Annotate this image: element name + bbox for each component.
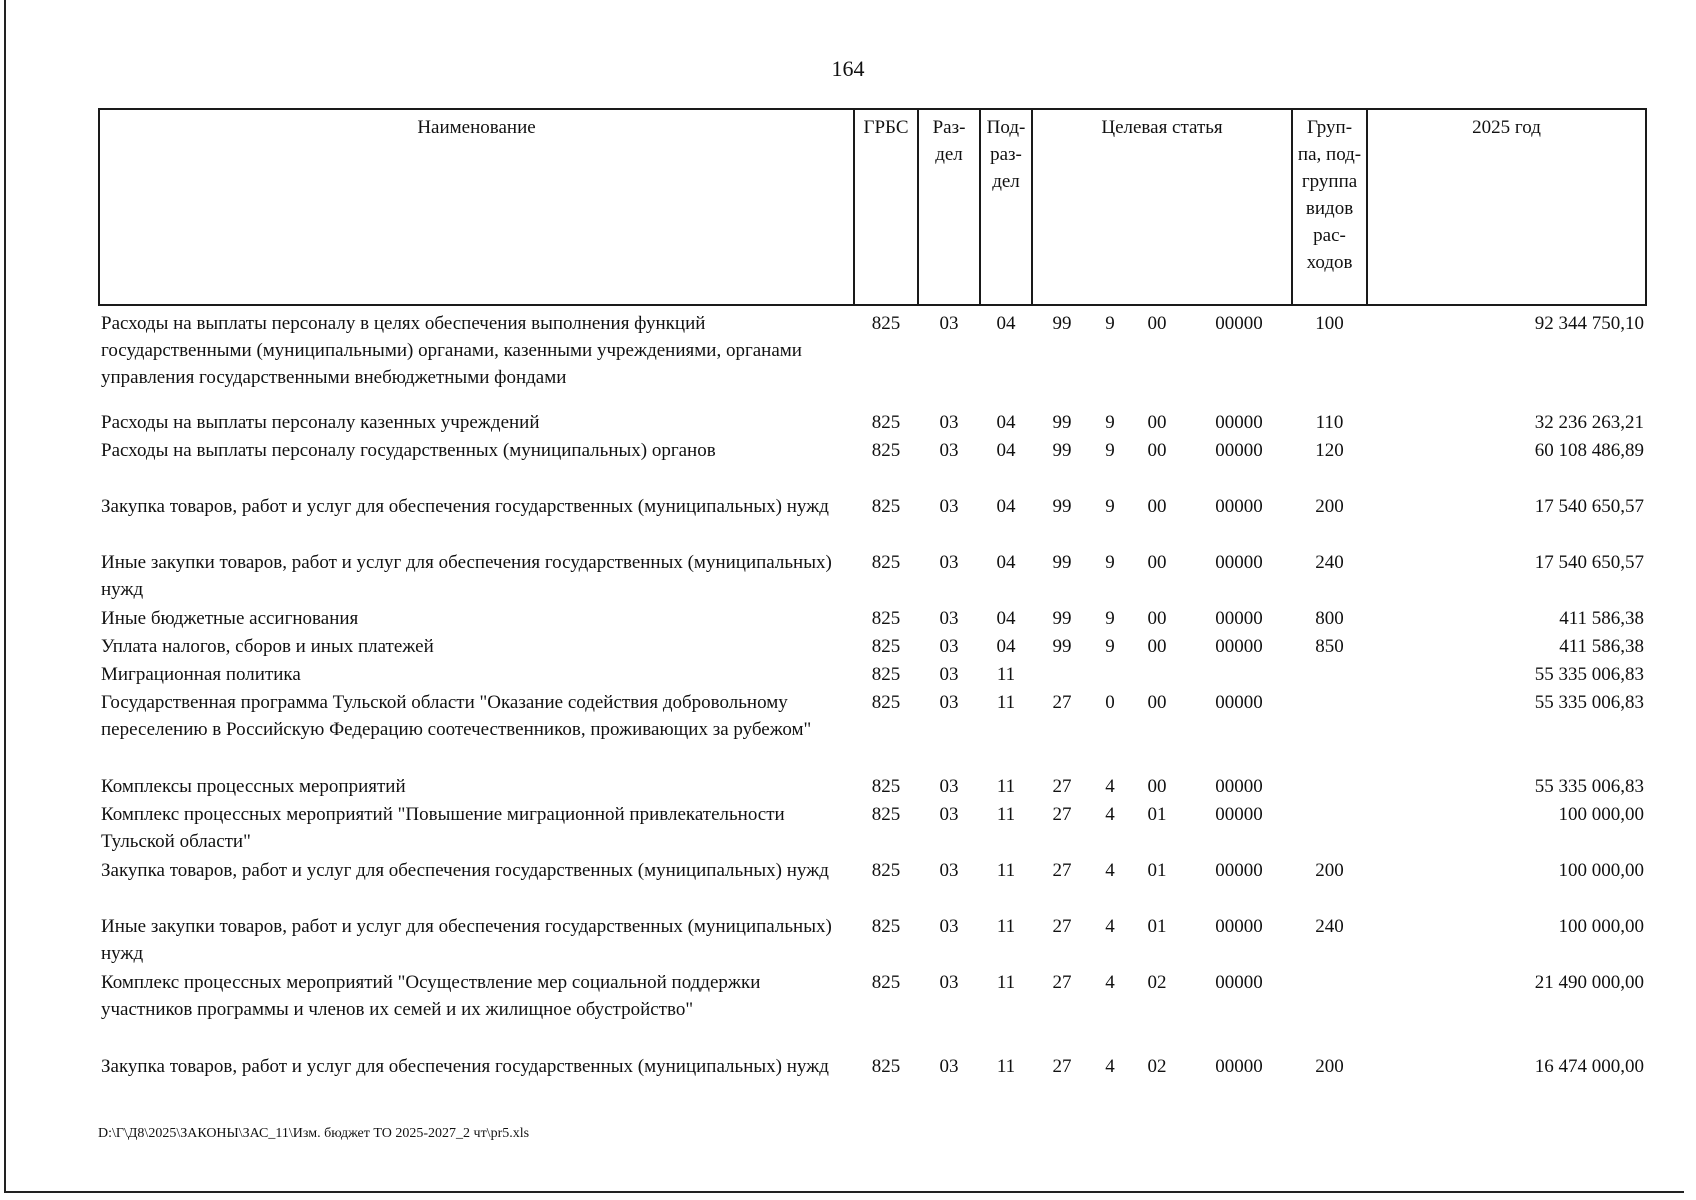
header-razdel: Раз- дел — [918, 109, 980, 305]
row-amount: 17 540 650,57 — [1534, 496, 1645, 517]
row-target-program: 27 — [1052, 1056, 1072, 1077]
row-grbs: 825 — [871, 496, 901, 517]
row-podrazdel: 04 — [996, 313, 1016, 334]
row-name: Иные закупки товаров, работ и услуг для обеспечения государственных (муниципальных) нужд — [101, 552, 832, 600]
row-target-type: 4 — [1105, 804, 1115, 825]
row-grbs: 825 — [871, 804, 901, 825]
row-grbs: 825 — [871, 916, 901, 937]
row-target-type — [1092, 661, 1128, 689]
row-razdel: 03 — [939, 608, 959, 629]
row-amount: 411 586,38 — [1559, 608, 1645, 629]
table-header-row — [99, 109, 1646, 305]
row-razdel: 03 — [939, 636, 959, 657]
row-target-type: 9 — [1105, 552, 1115, 573]
row-podrazdel: 11 — [996, 664, 1016, 685]
header-name: Наименование — [99, 109, 854, 305]
row-target-subprogram: 00 — [1147, 636, 1167, 657]
row-target-subprogram: 01 — [1147, 804, 1167, 825]
row-target-direction: 00000 — [1215, 776, 1263, 797]
row-target-program: 27 — [1052, 776, 1072, 797]
page-frame-bottom — [4, 1191, 1684, 1193]
row-expense-group: 240 — [1315, 916, 1344, 937]
file-path-footer: D:\Г\Д8\2025\ЗАКОНЫ\ЗАС_11\Изм. бюджет ТО 2025-2027_2 чт\pr5.xls — [98, 1126, 530, 1141]
row-target-direction: 00000 — [1215, 1056, 1263, 1077]
header-expense-group: Груп- па, под- группа видов рас- ходов — [1292, 109, 1367, 305]
row-target-subprogram: 01 — [1147, 916, 1167, 937]
row-grbs: 825 — [871, 860, 901, 881]
row-target-type: 4 — [1105, 916, 1115, 937]
row-target-subprogram: 00 — [1147, 552, 1167, 573]
row-razdel: 03 — [939, 440, 959, 461]
row-amount: 100 000,00 — [1558, 804, 1645, 825]
row-target-type: 9 — [1105, 608, 1115, 629]
table-row — [99, 633, 1646, 661]
row-target-subprogram — [1128, 661, 1186, 689]
row-razdel: 03 — [939, 664, 959, 685]
row-grbs: 825 — [871, 636, 901, 657]
page-frame-left — [4, 0, 6, 1193]
row-amount: 21 490 000,00 — [1534, 972, 1645, 993]
row-target-direction: 00000 — [1215, 313, 1263, 334]
table-row — [99, 1053, 1646, 1109]
budget-table — [98, 108, 1647, 1109]
row-target-type: 9 — [1105, 313, 1115, 334]
row-expense-group — [1292, 689, 1367, 773]
row-name: Миграционная политика — [101, 664, 301, 685]
row-razdel: 03 — [939, 776, 959, 797]
row-target-subprogram: 02 — [1147, 1056, 1167, 1077]
row-target-type: 4 — [1105, 1056, 1115, 1077]
row-amount: 55 335 006,83 — [1534, 664, 1645, 685]
row-target-type: 9 — [1105, 412, 1115, 433]
table-row — [99, 773, 1646, 801]
row-grbs: 825 — [871, 552, 901, 573]
row-target-subprogram: 00 — [1147, 440, 1167, 461]
row-amount: 411 586,38 — [1559, 636, 1645, 657]
row-amount: 55 335 006,83 — [1534, 692, 1645, 713]
row-amount: 32 236 263,21 — [1534, 412, 1645, 433]
table-row — [99, 305, 1646, 409]
row-target-subprogram: 02 — [1147, 972, 1167, 993]
row-target-type: 4 — [1105, 776, 1115, 797]
header-podrazdel: Под- раз- дел — [980, 109, 1032, 305]
page-number: 164 — [831, 56, 865, 81]
row-target-type: 0 — [1105, 692, 1115, 713]
row-podrazdel: 11 — [996, 804, 1016, 825]
row-grbs: 825 — [871, 972, 901, 993]
row-amount: 55 335 006,83 — [1534, 776, 1645, 797]
row-podrazdel: 11 — [996, 776, 1016, 797]
header-grbs: ГРБС — [854, 109, 918, 305]
row-razdel: 03 — [939, 412, 959, 433]
row-grbs: 825 — [871, 313, 901, 334]
row-expense-group: 200 — [1315, 1056, 1344, 1077]
row-expense-group: 800 — [1315, 608, 1344, 629]
row-target-subprogram: 00 — [1147, 608, 1167, 629]
row-name: Государственная программа Тульской области "Оказание содействия добровольному переселению в Российскую Федерацию соотечественников, проживающих за рубежом" — [101, 692, 812, 740]
row-expense-group: 200 — [1315, 496, 1344, 517]
row-razdel: 03 — [939, 313, 959, 334]
row-target-program: 99 — [1052, 608, 1072, 629]
row-name: Закупка товаров, работ и услуг для обеспечения государственных (муниципальных) нужд — [101, 1056, 829, 1077]
row-grbs: 825 — [871, 692, 901, 713]
row-name: Уплата налогов, сборов и иных платежей — [101, 636, 434, 657]
row-grbs: 825 — [871, 776, 901, 797]
row-target-subprogram: 00 — [1147, 776, 1167, 797]
table-row — [99, 913, 1646, 969]
row-target-direction: 00000 — [1215, 972, 1263, 993]
row-name: Расходы на выплаты персоналу в целях обеспечения выполнения функций государственными (муниципальными) органами, казенными учреждениями, органами управления государственными внебюджетными фондами — [101, 313, 802, 388]
row-target-program: 99 — [1052, 636, 1072, 657]
row-expense-group: 240 — [1315, 552, 1344, 573]
row-name: Комплекс процессных мероприятий "Повышение миграционной привлекательности Тульской области" — [101, 804, 785, 852]
table-row — [99, 857, 1646, 913]
row-target-program: 27 — [1052, 916, 1072, 937]
row-expense-group: 850 — [1315, 636, 1344, 657]
row-target-direction: 00000 — [1215, 496, 1263, 517]
row-podrazdel: 11 — [996, 692, 1016, 713]
table-row — [99, 801, 1646, 857]
row-podrazdel: 04 — [996, 608, 1016, 629]
row-amount: 100 000,00 — [1558, 860, 1645, 881]
row-target-type: 9 — [1105, 496, 1115, 517]
row-target-program: 99 — [1052, 412, 1072, 433]
row-target-program: 99 — [1052, 440, 1072, 461]
budget-table-container — [98, 108, 1645, 1109]
row-expense-group: 120 — [1315, 440, 1344, 461]
row-podrazdel: 04 — [996, 412, 1016, 433]
row-target-direction: 00000 — [1215, 608, 1263, 629]
row-name: Комплексы процессных мероприятий — [101, 776, 406, 797]
row-razdel: 03 — [939, 692, 959, 713]
row-grbs: 825 — [871, 412, 901, 433]
row-target-subprogram: 00 — [1147, 313, 1167, 334]
row-razdel: 03 — [939, 1056, 959, 1077]
table-row — [99, 493, 1646, 549]
row-grbs: 825 — [871, 440, 901, 461]
row-target-type: 9 — [1105, 636, 1115, 657]
row-target-program: 99 — [1052, 496, 1072, 517]
row-grbs: 825 — [871, 1056, 901, 1077]
row-podrazdel: 11 — [996, 972, 1016, 993]
row-target-program: 27 — [1052, 692, 1072, 713]
row-razdel: 03 — [939, 804, 959, 825]
row-target-direction — [1186, 661, 1292, 689]
row-podrazdel: 04 — [996, 496, 1016, 517]
row-target-direction: 00000 — [1215, 804, 1263, 825]
row-target-direction: 00000 — [1215, 636, 1263, 657]
row-amount: 17 540 650,57 — [1534, 552, 1645, 573]
row-target-program: 99 — [1052, 313, 1072, 334]
table-row — [99, 437, 1646, 493]
row-target-type: 4 — [1105, 972, 1115, 993]
row-razdel: 03 — [939, 496, 959, 517]
header-target-article: Целевая статья — [1032, 109, 1292, 305]
row-name: Закупка товаров, работ и услуг для обеспечения государственных (муниципальных) нужд — [101, 496, 829, 517]
row-amount: 16 474 000,00 — [1534, 1056, 1645, 1077]
row-expense-group — [1292, 661, 1367, 689]
row-razdel: 03 — [939, 552, 959, 573]
row-target-direction: 00000 — [1215, 412, 1263, 433]
row-expense-group: 110 — [1315, 412, 1344, 433]
row-expense-group: 200 — [1315, 860, 1344, 881]
row-expense-group — [1292, 969, 1367, 1053]
row-amount: 60 108 486,89 — [1534, 440, 1645, 461]
row-podrazdel: 04 — [996, 440, 1016, 461]
row-expense-group — [1292, 801, 1367, 857]
table-row — [99, 689, 1646, 773]
row-podrazdel: 11 — [996, 1056, 1016, 1077]
row-grbs: 825 — [871, 608, 901, 629]
row-podrazdel: 04 — [996, 636, 1016, 657]
row-target-direction: 00000 — [1215, 916, 1263, 937]
row-target-program: 27 — [1052, 860, 1072, 881]
table-row — [99, 549, 1646, 605]
table-row — [99, 661, 1646, 689]
row-target-subprogram: 00 — [1147, 412, 1167, 433]
row-name: Расходы на выплаты персоналу государственных (муниципальных) органов — [101, 440, 716, 461]
row-target-program: 27 — [1052, 804, 1072, 825]
row-grbs: 825 — [871, 664, 901, 685]
row-razdel: 03 — [939, 860, 959, 881]
row-expense-group: 100 — [1315, 313, 1344, 334]
row-name: Закупка товаров, работ и услуг для обеспечения государственных (муниципальных) нужд — [101, 860, 829, 881]
row-target-type: 4 — [1105, 860, 1115, 881]
row-target-program — [1032, 661, 1092, 689]
row-amount: 92 344 750,10 — [1534, 313, 1645, 334]
row-target-subprogram: 00 — [1147, 692, 1167, 713]
row-razdel: 03 — [939, 972, 959, 993]
row-target-direction: 00000 — [1215, 552, 1263, 573]
row-target-direction: 00000 — [1215, 860, 1263, 881]
row-target-direction: 00000 — [1215, 440, 1263, 461]
row-name: Иные закупки товаров, работ и услуг для обеспечения государственных (муниципальных) нужд — [101, 916, 832, 964]
row-target-program: 27 — [1052, 972, 1072, 993]
row-podrazdel: 11 — [996, 916, 1016, 937]
row-name: Иные бюджетные ассигнования — [101, 608, 359, 629]
table-row — [99, 969, 1646, 1053]
row-podrazdel: 11 — [996, 860, 1016, 881]
row-target-program: 99 — [1052, 552, 1072, 573]
row-razdel: 03 — [939, 916, 959, 937]
row-amount: 100 000,00 — [1558, 916, 1645, 937]
row-target-direction: 00000 — [1215, 692, 1263, 713]
row-name: Расходы на выплаты персоналу казенных учреждений — [101, 412, 540, 433]
table-row — [99, 605, 1646, 633]
header-year-2025: 2025 год — [1367, 109, 1646, 305]
row-target-type: 9 — [1105, 440, 1115, 461]
row-target-subprogram: 01 — [1147, 860, 1167, 881]
row-podrazdel: 04 — [996, 552, 1016, 573]
row-expense-group — [1292, 773, 1367, 801]
row-target-subprogram: 00 — [1147, 496, 1167, 517]
row-name: Комплекс процессных мероприятий "Осуществление мер социальной поддержки участников программы и членов их семей и их жилищное обустройство" — [101, 972, 761, 1020]
table-row — [99, 409, 1646, 437]
